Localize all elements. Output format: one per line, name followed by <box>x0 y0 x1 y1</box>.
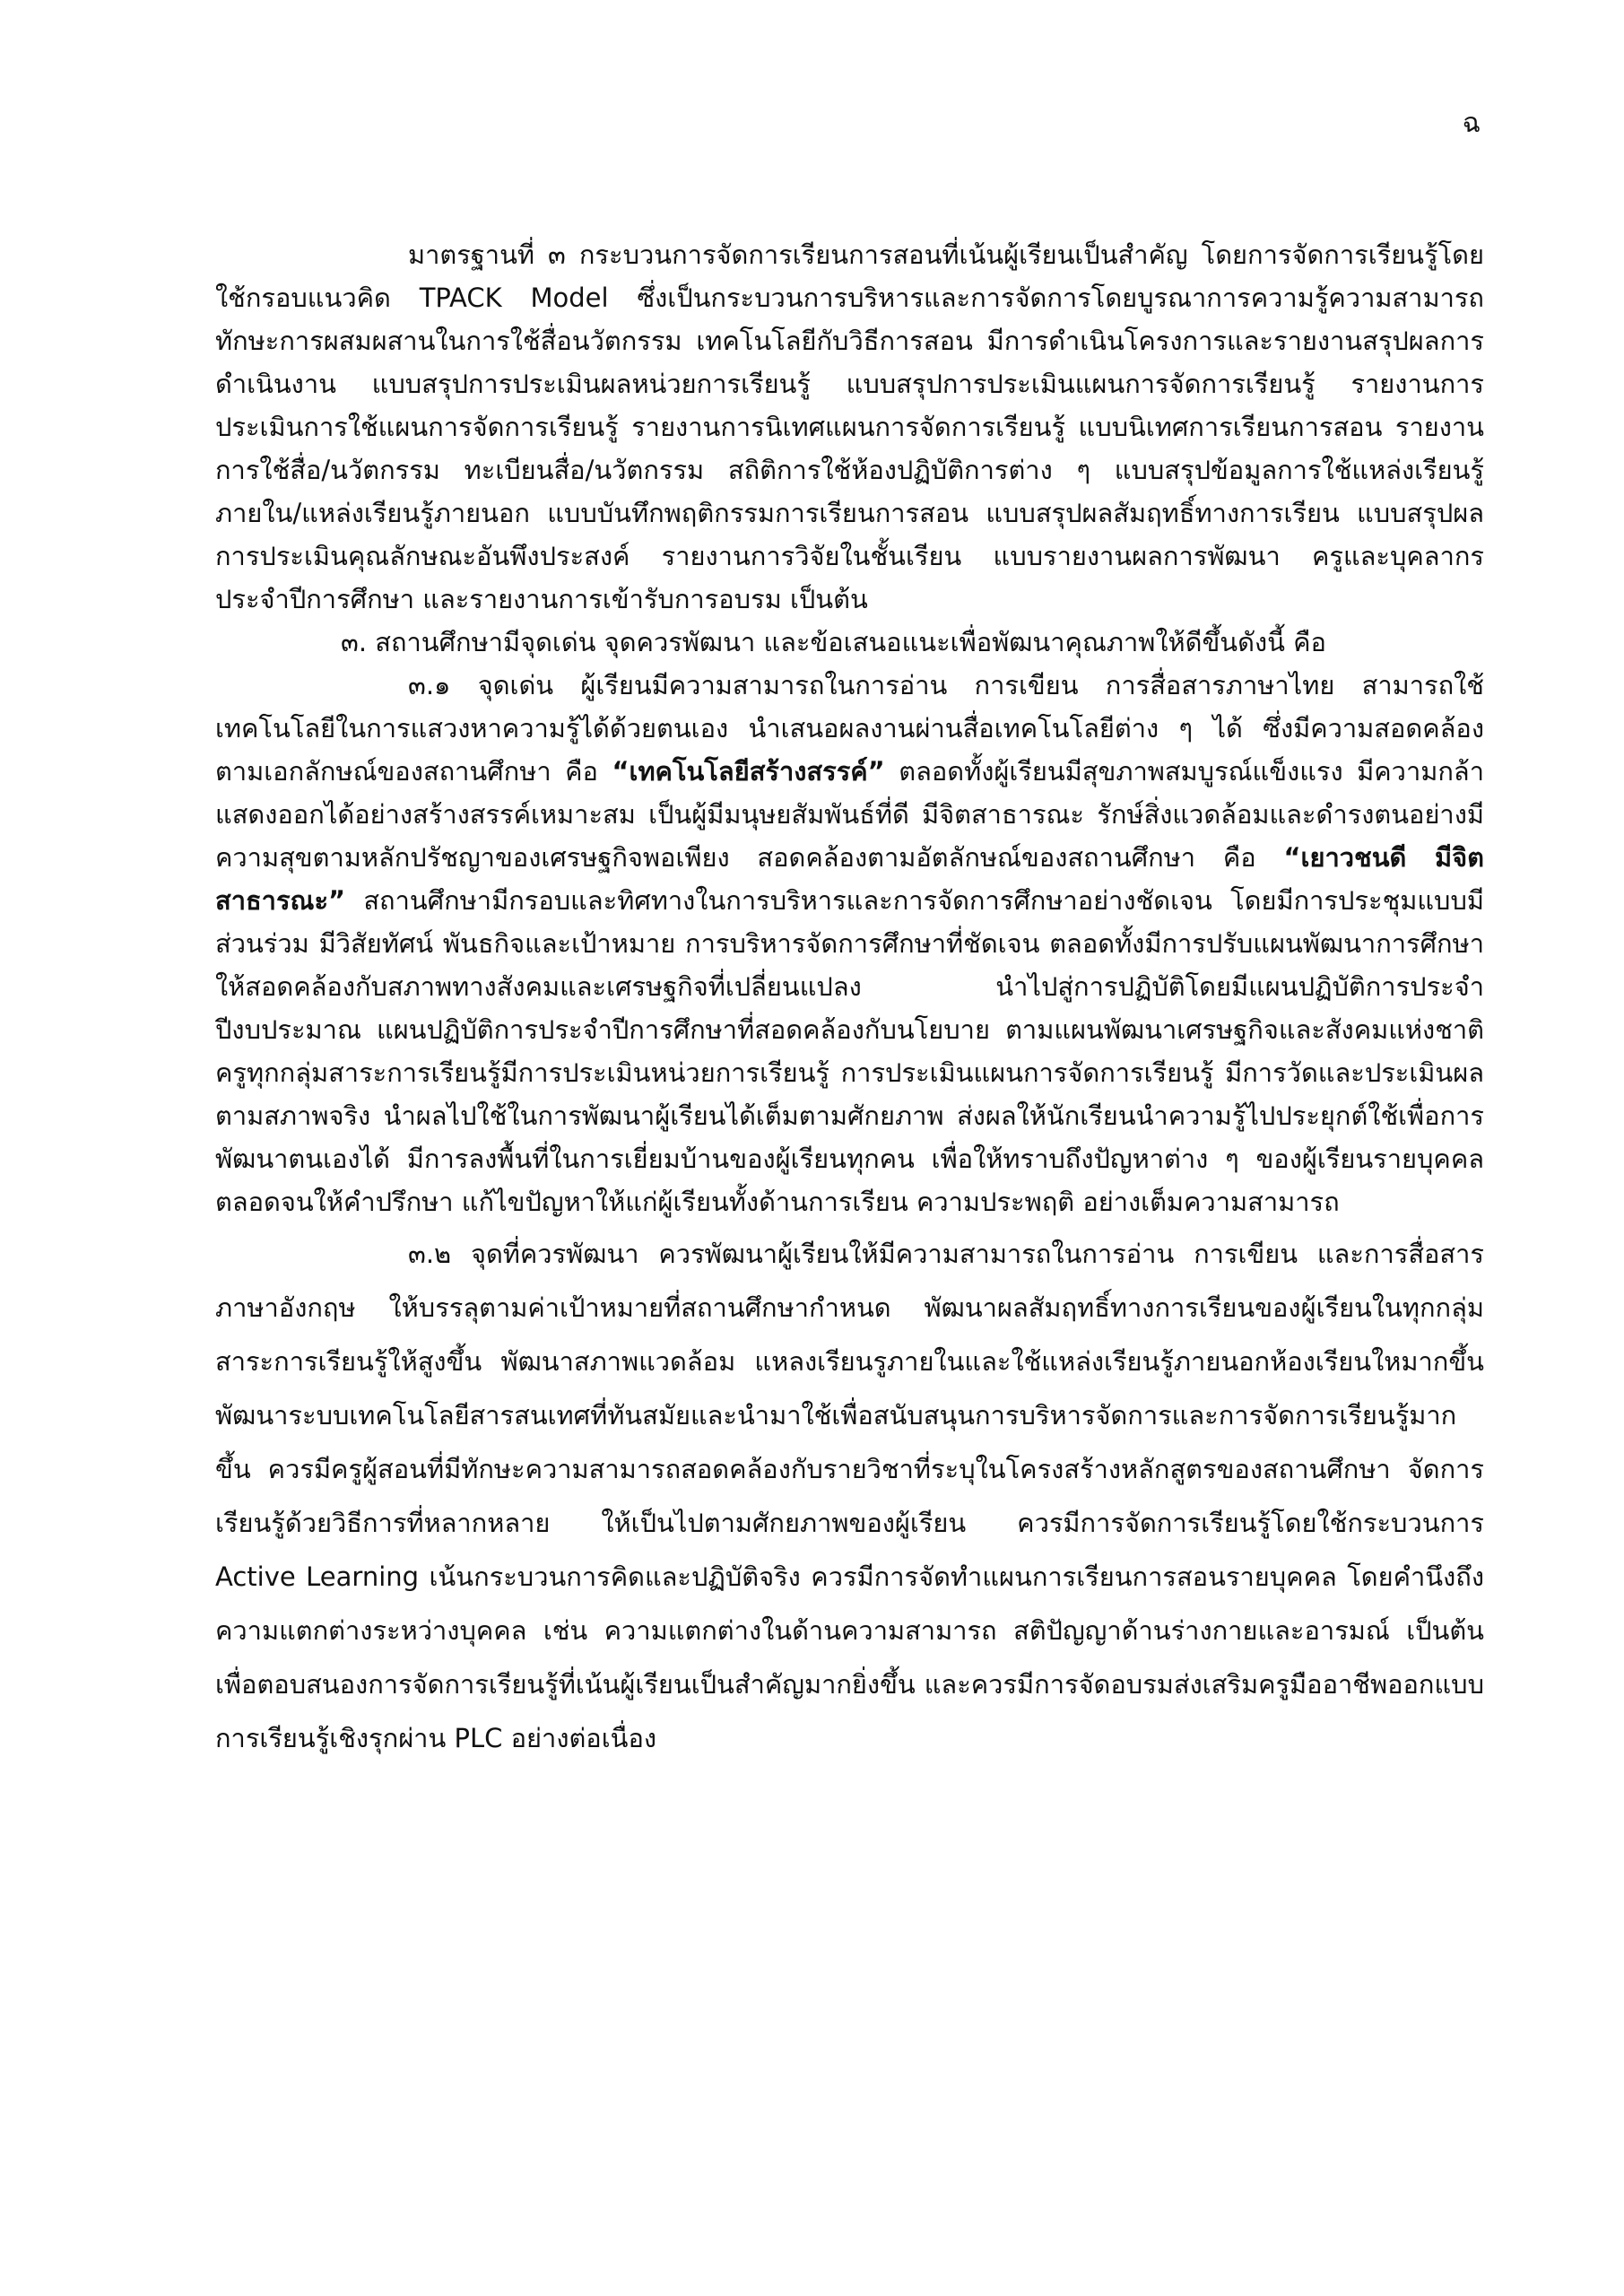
paragraph-standard-3: มาตรฐานที่ ๓ กระบวนการจัดการเรียนการสอนที่เน้นผู้เรียนเป็นสำคัญ โดยการจัดการเรียนรู้โดยใช้กรอบแนวคิด TPACK Model ซึ่งเป็นกระบวนการบริหารและการจัดการโดยบูรณาการความรู้ความสามารถทักษะการผสมผสานในการใช้สื่อนวัตกรรม เทคโนโลยีกับวิธีการสอน มีการดำเนินโครงการและรายงานสรุปผลการดำเนินงาน แบบสรุปการประเมินผลหน่วยการเรียนรู้ แบบสรุปการประเมินแผนการจัดการเรียนรู้ รายงานการประเมินการใช้แผนการจัดการเรียนรู้ รายงานการนิเทศแผนการจัดการเรียนรู้ แบบนิเทศการเรียนการสอน รายงานการใช้สื่อ/นวัตกรรม ทะเบียนสื่อ/นวัตกรรม สถิติการใช้ห้องปฏิบัติการต่าง ๆ แบบสรุปข้อมูลการใช้แหล่งเรียนรู้ภายใน/แหล่งเรียนรู้ภายนอก แบบบันทึกพฤติกรรมการเรียนการสอน แบบสรุปผลสัมฤทธิ์ทางการเรียน แบบสรุปผลการประเมินคุณลักษณะอันพึงประสงค์ รายงานการวิจัยในชั้นเรียน แบบรายงานผลการพัฒนา ครูและบุคลากรประจำปีการศึกษา และรายงานการเข้ารับการอบรม เป็นต้น <box>215 239 1484 614</box>
section-3-heading: ๓. สถานศึกษามีจุดเด่น จุดควรพัฒนา และข้อเสนอแนะเพื่อพัฒนาคุณภาพให้ดีขึ้นดังนี้ คือ <box>341 627 1326 657</box>
paragraph-strengths <box>215 664 1484 1223</box>
page-number: ฉ <box>1462 108 1481 139</box>
strengths-text-1: ๓.๑ จุดเด่น ผู้เรียนมีความสามารถในการอ่าน การเขียน การสื่อสารภาษาไทย สามารถใช้เทคโนโลยีในการแสวงหาความรู้ได้ด้วยตนเอง นำเสนอผลงานผ่านสื่อเทคโนโลยีต่าง ๆ ได้ ซึ่งมีความสอดคล้องตามเอกลักษณ์ของสถานศึกษา คือ <box>215 670 1484 787</box>
strengths-text-3: สถานศึกษามีกรอบและทิศทางในการบริหารและการจัดการศึกษาอย่างชัดเจน โดยมีการประชุมแบบมีส่วนร่วม มีวิสัยทัศน์ พันธกิจและเป้าหมาย การบริหารจัดการศึกษาที่ชัดเจน ตลอดทั้งมีการปรับแผนพัฒนาการศึกษาให้สอดคล้องกับสภาพทางสังคมและเศรษฐกิจที่เปลี่ยนแปลง นำไปสู่การปฏิบัติโดยมีแผนปฏิบัติการประจำปีงบประมาณ แผนปฏิบัติการประจำปีการศึกษาที่สอดคล้องกับนโยบาย ตามแผนพัฒนาเศรษฐกิจและสังคมแห่งชาติ ครูทุกกลุ่มสาระการเรียนรู้มีการประเมินหน่วยการเรียนรู้ การประเมินแผนการจัดการเรียนรู้ มีการวัดและประเมินผลตามสภาพจริง นำผลไปใช้ในการพัฒนาผู้เรียนได้เต็มตามศักยภาพ ส่งผลให้นักเรียนนำความรู้ไปประยุกต์ใช้เพื่อการพัฒนาตนเองได้ มีการลงพื้นที่ในการเยี่ยมบ้านของผู้เรียนทุกคน เพื่อให้ทราบถึงปัญหาต่าง ๆ ของผู้เรียนรายบุคคล ตลอดจนให้คำปรึกษา แก้ไขปัญหาให้แก่ผู้เรียนทั้งด้านการเรียน ความประพฤติ อย่างเต็มความสามารถ <box>215 885 1484 1217</box>
document-body <box>215 233 1484 1765</box>
paragraph-improvements: ๓.๒ จุดที่ควรพัฒนา ควรพัฒนาผู้เรียนให้มีความสามารถในการอ่าน การเขียน และการสื่อสารภาษาอังกฤษ ให้บรรลุตามค่าเป้าหมายที่สถานศึกษากำหนด พัฒนาผลสัมฤทธิ์ทางการเรียนของผู้เรียนในทุกกลุ่มสาระการเรียนรู้ให้สูงขึ้น พัฒนาสภาพแวดล้อม แหลงเรียนรูภายในและใช้แหล่งเรียนรู้ภายนอกห้องเรียนใหมากขึ้น พัฒนาระบบเทคโนโลยีสารสนเทศที่ทันสมัยและนำมาใช้เพื่อสนับสนุนการบริหารจัดการและการจัดการเรียนรู้มากขึ้น ควรมีครูผู้สอนที่มีทักษะความสามารถสอดคล้องกับรายวิชาที่ระบุในโครงสร้างหลักสูตรของสถานศึกษา จัดการเรียนรู้ด้วยวิธีการที่หลากหลาย ให้เป็นไปตามศักยภาพของผู้เรียน ควรมีการจัดการเรียนรู้โดยใช้กระบวนการ Active Learning เน้นกระบวนการคิดและปฏิบัติจริง ควรมีการจัดทำแผนการเรียนการสอนรายบุคคล โดยคำนึงถึงความแตกต่างระหว่างบุคคล เช่น ความแตกต่างในด้านความสามารถ สติปัญญาด้านร่างกายและอารมณ์ เป็นต้น เพื่อตอบสนองการจัดการเรียนรู้ที่เน้นผู้เรียนเป็นสำคัญมากยิ่งขึ้น และควรมีการจัดอบรมส่งเสริมครูมืออาชีพออกแบบการเรียนรู้เชิงรุกผ่าน PLC อย่างต่อเนื่อง <box>215 1239 1484 1753</box>
school-identity-phrase: “เทคโนโลยีสร้างสรรค์” <box>612 756 885 787</box>
school-motto-phrase: “เยาวชนดี มีจิตสาธารณะ” <box>215 842 1484 916</box>
strengths-text-2: ตลอดทั้งผู้เรียนมีสุขภาพสมบูรณ์แข็งแรง มีความกล้าแสดงออกได้อย่างสร้างสรรค์เหมาะสม เป็นผู้มีมนุษยสัมพันธ์ที่ดี มีจิตสาธารณะ รักษ์สิ่งแวดล้อมและดำรงตนอย่างมีความสุขตามหลักปรัชญาของเศรษฐกิจพอเพียง สอดคล้องตามอัตลักษณ์ของสถานศึกษา คือ <box>215 756 1484 873</box>
